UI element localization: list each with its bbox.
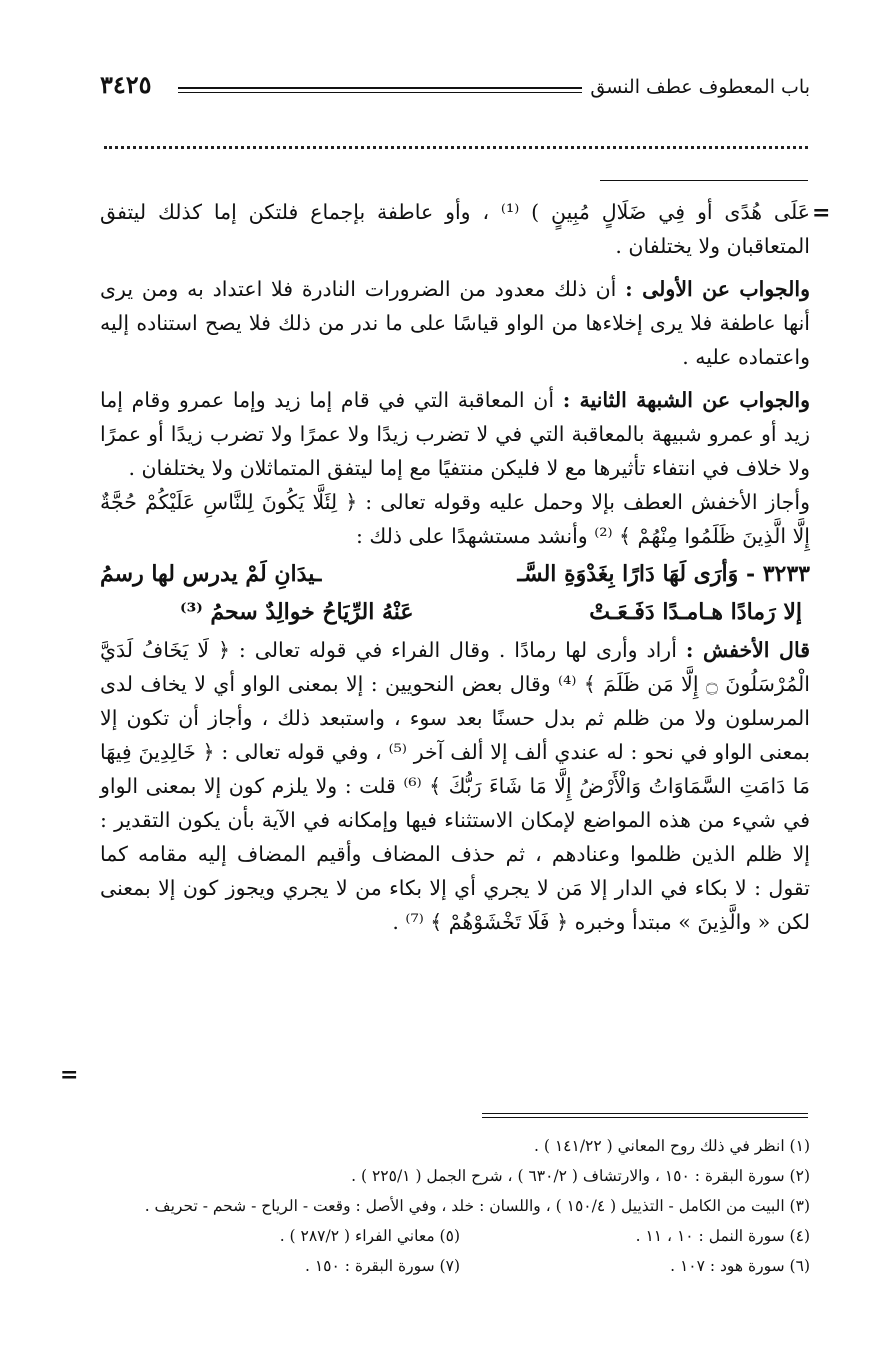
page-number: ٣٤٢٥ [100,70,152,99]
paragraph-1: عَلَى هُدًى أو فِي ضَلَالٍ مُبِينٍ ) ⁽¹⁾ ، وأو عاطفة بإجماع فلتكن إما كذلك ليتفق المتعاقبان ولا يختلفان . [100,200,811,258]
verse-hemistich-1a: وَأرَى لَهَا دَارًا بِغَدْوَةِ السَّـ [517,561,739,587]
footnote-5: (٥) معاني الفراء ( ٢٨٧/٢ ) . [279,1227,460,1245]
footnote-row-4-5 [100,1221,810,1251]
verse-hemistich-2a: إلا رَمادًا هـامـدًا دَفَـعَـتْ [589,599,802,625]
paragraph-5-text: أراد وأرى لها رمادًا . وقال الفراء في قوله تعالى : ﴿ لَا يَخَافُ لَدَيَّ الْمُرْسَلُونَ ۝ إِلَّا مَن ظَلَمَ ﴾ ⁽⁴⁾ وقال بعض النحويين : إلا بمعنى الواو أي لا يخاف لدى المرسلون ولا من ظلم ثم بدل حسنًا بعد سوء ، واستبعد ذلك ، وأجاز أن تكون إلا بمعنى الواو في نحو : له عندي ألف إلا ألف آخر ⁽⁵⁾ ، وفي قوله تعالى : ﴿ خَالِدِينَ فِيهَا مَا دَامَتِ السَّمَاوَاتُ وَالْأَرْضُ إِلَّا مَا شَاءَ رَبُّكَ ﴾ ⁽⁶⁾ قلت : ولا يلزم كون إلا بمعنى الواو في شيء من هذه المواضع لإمكان الاستثناء فيها وإمكانه في الآية بأن يكون التقدير : إلا ظلم الذين ظلموا وعنادهم ، ثم حذف المضاف وأقيم المضاف إليه مقامه كما تقول : لا بكاء في الدار إلا مَن لا يجري أي إلا بكاء من لا يجري ويجوز كون إلا بمعنى لكن « والَّذِينَ » مبتدأ وخبره ﴿ فَلَا تَخْشَوْهُمْ ﴾ ⁽⁷⁾ . [100,638,811,934]
verse-line-1 [100,555,810,593]
verse-hemistich-2b: عَنْهُ الرِّيَاحُ خوالِدٌ سحمُ ⁽³⁾ [180,599,414,625]
continuation-end-mark: = [60,1062,79,1088]
page-header [100,70,810,110]
continuation-rule [600,180,808,181]
footnote-2: (٢) سورة البقرة : ١٥٠ ، والارتشاف ( ٦٣٠/٢ ) ، شرح الجمل ( ٢٢٥/١ ) . [351,1167,810,1185]
chapter-title: باب المعطوف عطف النسق [590,76,810,98]
paragraph-2 [100,272,810,374]
footnote-4: (٤) سورة النمل : ١٠ ، ١١ . [635,1227,810,1245]
footnote-6: (٦) سورة هود : ١٠٧ . [670,1257,810,1275]
footnotes [100,1131,810,1281]
main-text [100,195,810,939]
verse-line-2 [100,593,810,631]
paragraph-2-text: أن ذلك معدود من الضرورات النادرة فلا اعتداد به ومن يرى أنها عاطفة فلا يرى إخلاءها من الواو قياسًا على ما ندر من ذلك فلا يصح استناده إليه واعتماده عليه . [100,277,810,369]
paragraph-3 [100,383,810,485]
paragraph-3-lead: والجواب عن الشبهة الثانية : [562,388,810,412]
dotted-separator [104,146,808,149]
paragraph-3-text: أن المعاقبة التي في قام إما زيد وإما عمرو وقام إما زيد أو عمرو شبيهة بالمعاقبة التي في لا تضرب زيدًا ولا عمرًا ولا تضرب زيدًا أو عمرًا ولا خلاف في انتفاء تأثيرها مع لا فليكن منتفيًا مع إما ليتفق المتماثلان ولا يختلفان . [100,388,810,480]
footnote-row-6-7 [100,1251,810,1281]
paragraph-2-lead: والجواب عن الأولى : [625,277,810,301]
footnote-rule [482,1113,808,1118]
footnote-3: (٣) البيت من الكامل - التذييل ( ١٥٠/٤ ) ، واللسان : خلد ، وفي الأصل : وقعت - الرياح - شحم - تحريف . [144,1197,810,1215]
footnote-7: (٧) سورة البقرة : ١٥٠ . [304,1257,460,1275]
footnote-1: (١) انظر في ذلك روح المعاني ( ١٤١/٢٢ ) . [534,1137,810,1155]
paragraph-5 [100,633,810,939]
continuation-mark: = [812,200,831,226]
header-rule [178,87,582,93]
paragraph-5-lead: قال الأخفش : [685,638,810,662]
verse-hemistich-1b: ـيدَانِ لَمْ يدرس لها رسمُ [100,561,322,587]
paragraph-4: وأجاز الأخفش العطف بإلا وحمل عليه وقوله تعالى : ﴿ لِئَلَّا يَكُونَ لِلنَّاسِ عَلَيْكُمْ حُجَّةٌ إِلَّا الَّذِينَ ظَلَمُوا مِنْهُمْ ﴾ ⁽²⁾ وأنشد مستشهدًا على ذلك : [100,490,810,548]
poem-verse [100,555,810,631]
verse-number: ٣٢٣٣ - [745,561,810,587]
